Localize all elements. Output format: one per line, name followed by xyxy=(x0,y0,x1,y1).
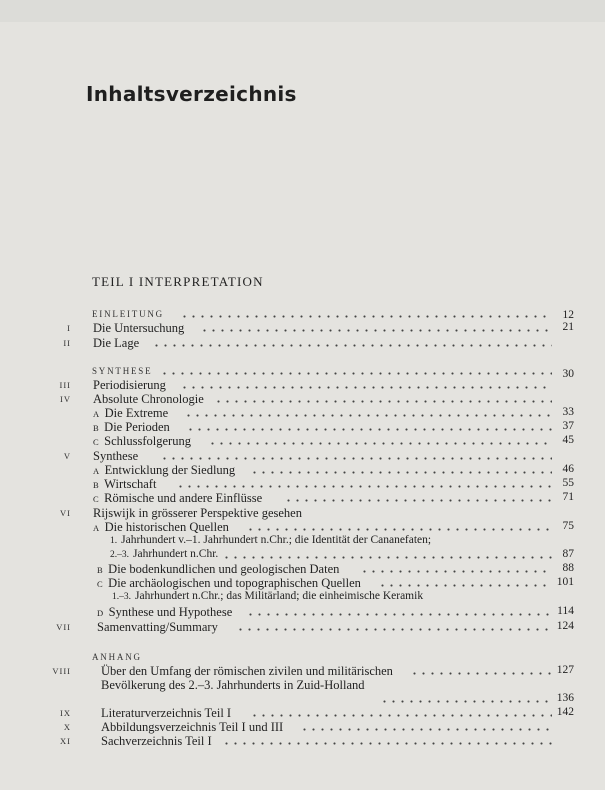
section-head-anhang: ANHANG xyxy=(92,652,142,662)
toc-entry[interactable] xyxy=(0,562,605,576)
leader-dots xyxy=(222,556,552,559)
toc-entry[interactable] xyxy=(0,406,605,420)
leader-dots xyxy=(152,344,552,347)
leader-dots xyxy=(380,700,552,703)
leader-dots xyxy=(284,499,552,502)
entry-title: D Synthese und Hypothese xyxy=(97,605,233,619)
entry-letter: A xyxy=(93,409,100,419)
section-head-synthese: SYNTHESE xyxy=(92,366,153,376)
toc-entry[interactable] xyxy=(0,378,605,392)
page-number: 87 xyxy=(562,548,574,560)
page-number: 136 xyxy=(556,692,574,704)
page-number: 46 xyxy=(562,463,574,475)
entry-subnumber: 2.–3. xyxy=(110,550,129,560)
chapter-numeral: XI xyxy=(60,736,71,746)
entry-title: Die Untersuchung xyxy=(93,321,185,335)
page-number: 21 xyxy=(562,321,574,333)
leader-dots xyxy=(300,728,552,731)
page-number: 37 xyxy=(562,420,574,432)
entry-title: Über den Umfang der römischen zivilen und militärischen xyxy=(101,664,393,678)
entry-title: Absolute Chronologie xyxy=(93,392,204,406)
entry-title: B Die bodenkundlichen und geologischen Daten xyxy=(97,562,340,576)
entry-letter: B xyxy=(93,480,100,490)
entry-title: B Die Perioden xyxy=(93,420,170,434)
entry-title: A Entwicklung der Siedlung xyxy=(93,463,236,477)
entry-title: 2.–3. Jahrhundert n.Chr. xyxy=(110,548,219,560)
entry-title: Samenvatting/Summary xyxy=(97,620,218,634)
part-title: TEIL I INTERPRETATION xyxy=(92,274,264,289)
toc-entry[interactable] xyxy=(0,734,605,748)
page-number: 127 xyxy=(556,664,574,676)
entry-subnumber: 1. xyxy=(110,536,118,546)
leader-dots xyxy=(246,613,552,616)
page-number: 101 xyxy=(556,576,574,588)
page-number: 75 xyxy=(562,520,574,532)
page-number: 30 xyxy=(562,368,574,380)
leader-dots xyxy=(200,329,552,332)
chapter-numeral: IX xyxy=(60,708,71,718)
entry-title: A Die Extreme xyxy=(93,406,169,420)
toc-entry[interactable] xyxy=(0,720,605,734)
chapter-numeral: V xyxy=(63,451,71,461)
chapter-numeral: VI xyxy=(60,508,71,518)
page-number: 71 xyxy=(562,491,574,503)
page-title: Inhaltsverzeichnis xyxy=(86,82,297,106)
page-number: 124 xyxy=(556,620,574,632)
entry-title: Abbildungsverzeichnis Teil I und III xyxy=(101,720,284,734)
toc-entry[interactable] xyxy=(0,520,605,534)
chapter-numeral: VII xyxy=(56,622,71,632)
entry-letter: B xyxy=(97,565,104,575)
page-number: 45 xyxy=(562,434,574,446)
toc-entry[interactable] xyxy=(0,420,605,434)
leader-dots xyxy=(208,442,552,445)
toc-entry[interactable] xyxy=(0,321,605,335)
leader-dots xyxy=(250,471,552,474)
entry-title: C Die archäologischen und topographischen Quellen xyxy=(97,576,361,590)
page-number: 55 xyxy=(562,477,574,489)
chapter-numeral: III xyxy=(59,380,71,390)
toc-entry[interactable] xyxy=(0,620,605,634)
leader-dots xyxy=(186,428,552,431)
entry-title: 1.–3. Jahrhundert n.Chr.; das Militärland; die einheimische Keramik xyxy=(112,590,424,602)
toc-entry[interactable] xyxy=(0,664,605,678)
leader-dots xyxy=(214,400,552,403)
toc-entry[interactable] xyxy=(0,506,605,520)
page-number: 12 xyxy=(562,309,574,321)
toc-entry[interactable] xyxy=(0,392,605,406)
page-number: 142 xyxy=(556,706,574,718)
leader-dots xyxy=(160,457,552,460)
entry-letter: C xyxy=(97,579,104,589)
page-number: 33 xyxy=(562,406,574,418)
entry-letter: B xyxy=(93,423,100,433)
toc-entry[interactable] xyxy=(0,590,605,604)
entry-title: Periodisierung xyxy=(93,378,166,392)
toc-entry[interactable] xyxy=(0,576,605,590)
entry-letter: C xyxy=(93,494,100,504)
entry-letter: A xyxy=(93,466,100,476)
leader-dots xyxy=(184,414,552,417)
toc-entry[interactable] xyxy=(0,534,605,548)
toc-entry[interactable] xyxy=(0,605,605,619)
toc-entry[interactable] xyxy=(0,692,605,706)
page-number: 88 xyxy=(562,562,574,574)
toc-entry[interactable] xyxy=(0,434,605,448)
entry-title: A Die historischen Quellen xyxy=(93,520,229,534)
section-head-einleitung: EINLEITUNG xyxy=(92,309,164,319)
leader-dots xyxy=(160,372,552,375)
entry-title: 1. Jahrhundert v.–1. Jahrhundert n.Chr.; die Identität der Cananefaten; xyxy=(110,534,432,546)
chapter-numeral: I xyxy=(67,323,71,333)
entry-title-continued: Bevölkerung des 2.–3. Jahrhunderts in Zuid-Holland xyxy=(101,678,365,692)
entry-letter: A xyxy=(93,523,100,533)
toc-entry[interactable] xyxy=(0,706,605,720)
toc-entry[interactable] xyxy=(0,548,605,562)
chapter-numeral: X xyxy=(63,722,71,732)
entry-title: B Wirtschaft xyxy=(93,477,157,491)
leader-dots xyxy=(180,315,552,318)
entry-title: C Römische und andere Einflüsse xyxy=(93,491,263,505)
chapter-numeral: II xyxy=(63,338,71,348)
chapter-numeral: VIII xyxy=(52,666,71,676)
leader-dots xyxy=(236,628,552,631)
toc-entry[interactable] xyxy=(0,449,605,463)
toc-entry[interactable] xyxy=(0,336,605,350)
entry-title: Sachverzeichnis Teil I xyxy=(101,734,212,748)
entry-title: Literaturverzeichnis Teil I xyxy=(101,706,232,720)
entry-title: Synthese xyxy=(93,449,139,463)
leader-dots xyxy=(410,672,552,675)
leader-dots xyxy=(250,714,552,717)
toc-entry[interactable] xyxy=(0,678,605,692)
chapter-numeral: IV xyxy=(60,394,71,404)
toc-entry[interactable] xyxy=(0,463,605,477)
leader-dots xyxy=(222,742,552,745)
book-page xyxy=(0,22,605,790)
toc-entry[interactable] xyxy=(0,477,605,491)
entry-title: Die Lage xyxy=(93,336,140,350)
leader-dots xyxy=(176,485,552,488)
leader-dots xyxy=(378,584,552,587)
entry-title: C Schlussfolgerung xyxy=(93,434,191,448)
leader-dots xyxy=(180,386,552,389)
page-number: 114 xyxy=(557,605,574,617)
entry-subnumber: 1.–3. xyxy=(112,592,131,602)
leader-dots xyxy=(246,528,552,531)
leader-dots xyxy=(360,570,552,573)
entry-letter: D xyxy=(97,608,104,618)
entry-letter: C xyxy=(93,437,100,447)
toc-entry[interactable] xyxy=(0,491,605,505)
entry-title: Rijswijk in grösserer Perspektive gesehen xyxy=(93,506,302,520)
